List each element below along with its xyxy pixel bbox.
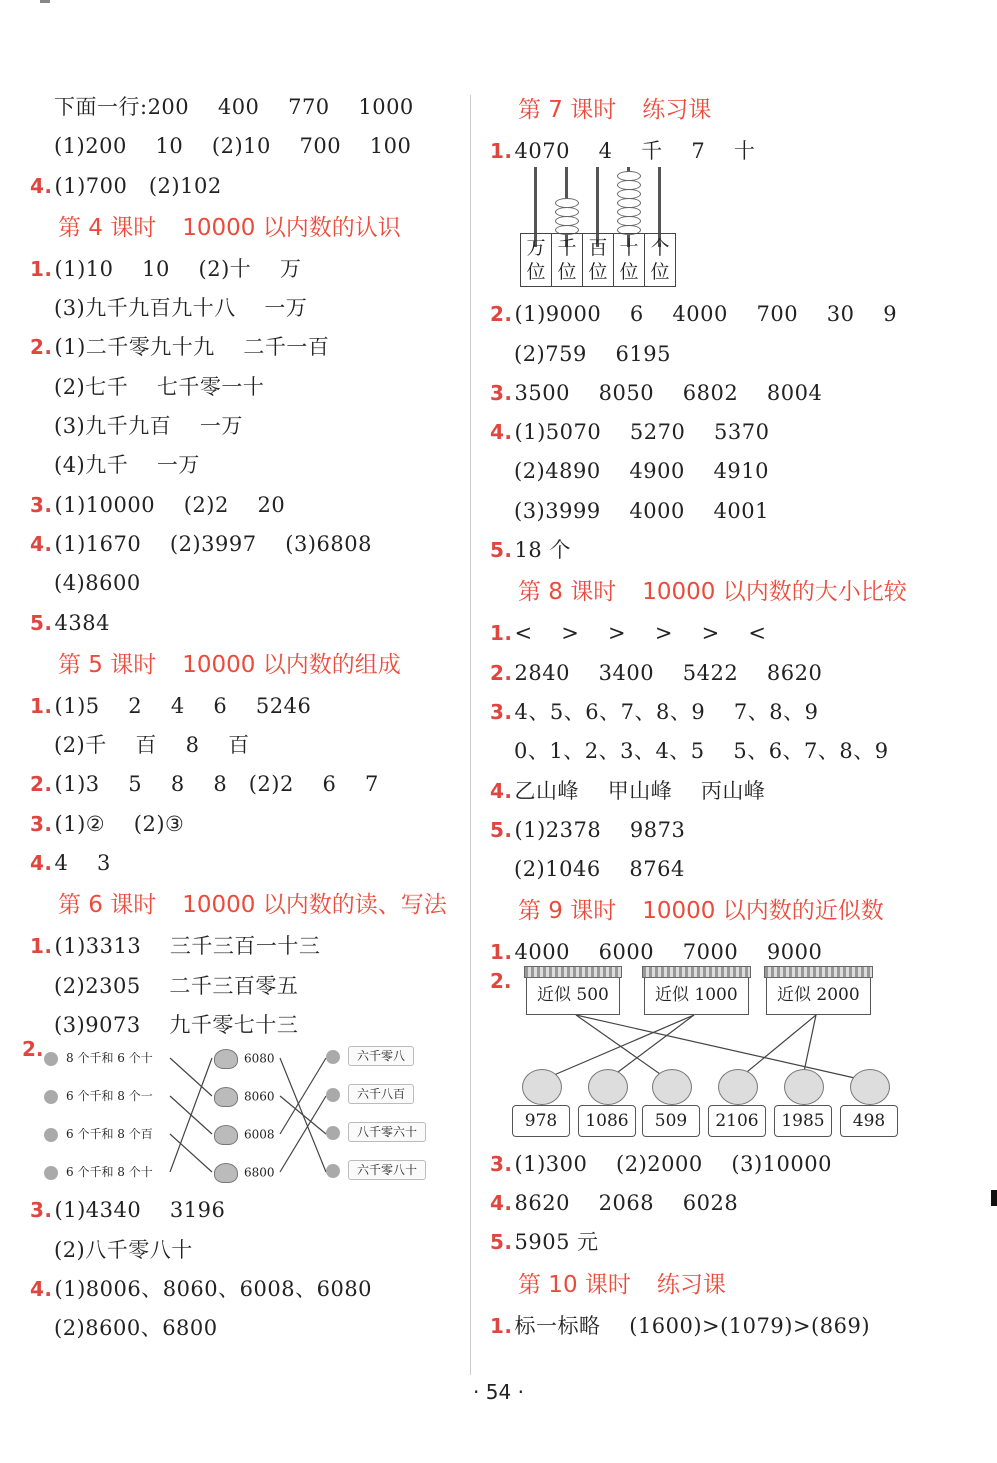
question-number: 5. (490, 1230, 513, 1255)
match-mid-item (214, 1163, 275, 1183)
lesson-title: 10000 以内数的大小比较 (642, 579, 907, 606)
match-right-label: 六千零八 (348, 1046, 414, 1066)
answer-text: 4 3 (54, 851, 111, 876)
lesson-title: 练习课 (656, 1271, 726, 1298)
answer-text: (1)2378 9873 (514, 817, 686, 842)
question-number: 2. (490, 660, 513, 685)
answer-text: (1)300 (2)2000 (3)10000 (514, 1151, 832, 1176)
answer-line (30, 927, 450, 966)
bird-icon (784, 1069, 824, 1105)
answer-text: (2)4890 4900 4910 (514, 459, 769, 484)
abacus-bead (617, 180, 641, 190)
question-number: 2. (30, 772, 53, 797)
answer-text: (1)3 5 8 8 (2)2 6 7 (54, 772, 379, 797)
question-number: 4. (30, 531, 53, 556)
answer-text: (4)九千 一万 (54, 453, 200, 478)
page-number: · 54 · (473, 1380, 524, 1404)
answer-text: (1)200 10 (2)10 700 100 (54, 134, 412, 159)
question-number: 2. (22, 1037, 44, 1062)
match-mid-item (214, 1125, 275, 1145)
lesson-heading (30, 206, 450, 250)
house-label: 近似 500 (537, 984, 609, 1005)
match-left-label: 6 个千和 8 个百 (66, 1127, 153, 1142)
answer-line (490, 1145, 960, 1184)
house-card (644, 975, 749, 1015)
lesson-heading (490, 1263, 960, 1307)
answer-line (490, 374, 960, 413)
bird-icon (652, 1069, 692, 1105)
match-line (170, 1058, 212, 1172)
number-card: 1086 (578, 1105, 636, 1137)
house-roof (524, 966, 622, 978)
answer-text: 4384 (54, 610, 110, 635)
question-number: 4. (490, 1191, 513, 1216)
answer-line (490, 811, 960, 850)
answer-line (30, 564, 450, 603)
match-left-label: 8 个千和 6 个十 (66, 1051, 153, 1066)
answer-line (490, 492, 960, 531)
flower-icon (44, 1052, 58, 1066)
lesson-number: 第 7 课时 (518, 97, 617, 123)
answer-text: 4000 6000 7000 9000 (514, 940, 823, 965)
answer-text: (1)4340 3196 (54, 1198, 226, 1223)
lesson-number: 第 5 课时 (58, 651, 157, 678)
abacus-bead (617, 189, 641, 199)
flower-icon (326, 1050, 340, 1064)
answer-line (30, 446, 450, 485)
answer-text: (1)5 2 4 6 5246 (54, 693, 312, 718)
house-roof (764, 966, 873, 978)
lesson-number: 第 8 课时 (518, 579, 617, 606)
flower-icon (44, 1090, 58, 1104)
abacus-bead (617, 207, 641, 217)
lesson-title: 10000 以内数的组成 (182, 651, 401, 678)
answer-line (490, 1184, 960, 1223)
flower-icon (44, 1166, 58, 1180)
answer-line (30, 726, 450, 765)
answer-line (30, 525, 450, 564)
bird-icon (718, 1069, 758, 1105)
answer-line (30, 250, 450, 289)
answer-line (30, 127, 450, 166)
lesson-number: 第 9 课时 (518, 898, 617, 925)
match-line (280, 1096, 326, 1134)
answer-text: (2)千 百 8 百 (54, 733, 250, 758)
answer-line (30, 88, 450, 127)
match-right-item (326, 1123, 426, 1140)
abacus-bead (617, 198, 641, 208)
answer-line (30, 328, 450, 367)
answer-text: (2)八千零八十 (54, 1237, 193, 1262)
lesson-heading (30, 883, 450, 927)
match-mid-label: 6800 (244, 1165, 275, 1180)
answer-line (30, 967, 450, 1006)
question-number: 3. (30, 492, 53, 517)
pot-icon (214, 1125, 238, 1145)
flower-icon (326, 1126, 340, 1140)
approx-line (576, 1015, 670, 1081)
answer-text: 8620 2068 6028 (514, 1191, 739, 1216)
answer-line (30, 1231, 450, 1270)
bird-icon (522, 1069, 562, 1105)
approximation-figure (490, 969, 960, 1145)
question-number: 1. (30, 693, 53, 718)
question-number: 4. (490, 778, 513, 803)
answer-line (490, 295, 960, 334)
match-right-item (326, 1085, 414, 1102)
answer-line (30, 1270, 450, 1309)
question-number: 3. (490, 380, 513, 405)
abacus-place-label: 千位 (552, 234, 583, 286)
match-right-item (326, 1047, 414, 1064)
answer-text: (2)2305 二千三百零五 (54, 973, 299, 998)
answer-line (30, 844, 450, 883)
answer-text: (1)二千零九十九 二千一百 (54, 335, 330, 360)
question-number: 2. (490, 302, 513, 327)
answer-text: (3)9073 九千零七十三 (54, 1012, 299, 1037)
house-roof (642, 966, 751, 978)
match-left-item (44, 1125, 153, 1142)
answer-line (490, 654, 960, 693)
question-number: 1. (490, 139, 513, 163)
match-right-label: 六千八百 (348, 1084, 414, 1104)
answer-text: (2)8600、6800 (54, 1316, 218, 1341)
answer-text: 18 个 (514, 538, 571, 563)
number-card: 509 (642, 1105, 700, 1137)
answer-text: (3)九千九百九十八 一万 (54, 296, 308, 321)
answer-line (30, 1191, 450, 1230)
question-number: 1. (490, 621, 513, 646)
question-number: 4. (30, 851, 53, 876)
answer-text: (1)10000 (2)2 20 (54, 492, 286, 517)
lesson-heading (490, 889, 960, 933)
answer-text: 5905 元 (514, 1230, 599, 1255)
house-label: 近似 1000 (655, 984, 738, 1005)
lesson-title: 10000 以内数的读、写法 (182, 892, 447, 919)
answer-line (30, 1309, 450, 1348)
answer-line (30, 167, 450, 206)
answer-text: (2)七千 七千零一十 (54, 374, 265, 399)
answer-line (30, 407, 450, 446)
answer-text: (4)8600 (54, 571, 141, 596)
match-right-item (326, 1161, 426, 1178)
top-edge-mark (40, 0, 50, 3)
answer-text: 0、1、2、3、4、5 5、6、7、8、9 (514, 739, 889, 764)
question-number: 3. (30, 1198, 53, 1223)
answer-line (490, 1223, 960, 1262)
question-number: 2. (490, 968, 512, 993)
match-left-item (44, 1049, 153, 1066)
abacus-bead (555, 207, 579, 217)
answer-line (30, 687, 450, 726)
abacus-figure (520, 167, 960, 295)
answer-line (490, 335, 960, 374)
answer-text: 乙山峰 甲山峰 丙山峰 (514, 778, 766, 803)
answer-line (30, 289, 450, 328)
question-number: 5. (490, 538, 513, 563)
answer-text: (1)700 (2)102 (54, 173, 222, 198)
lesson-title: 10000 以内数的近似数 (642, 898, 884, 925)
flower-icon (326, 1164, 340, 1178)
pot-icon (214, 1049, 238, 1069)
left-column (22, 88, 450, 1348)
match-mid-label: 6080 (244, 1051, 275, 1066)
abacus-bead (555, 198, 579, 208)
match-line (280, 1058, 326, 1134)
abacus-bead (555, 216, 579, 226)
abacus-bead (617, 216, 641, 226)
question-number: 1. (30, 934, 53, 959)
answer-text: 2840 3400 5422 8620 (514, 660, 823, 685)
match-left-label: 6 个千和 8 个一 (66, 1089, 153, 1104)
house-card (526, 975, 620, 1015)
lesson-heading (30, 643, 450, 687)
answer-text: (1)9000 6 4000 700 30 9 (514, 302, 898, 327)
answer-text: (1)1670 (2)3997 (3)6808 (54, 531, 372, 556)
answer-line (30, 604, 450, 643)
answer-text: (1)3313 三千三百一十三 (54, 934, 321, 959)
lesson-number: 第 4 课时 (58, 214, 157, 241)
lesson-title: 10000 以内数的认识 (182, 214, 401, 241)
answer-line (490, 452, 960, 491)
match-mid-label: 6008 (244, 1127, 275, 1142)
flower-icon (326, 1088, 340, 1102)
number-card: 978 (512, 1105, 570, 1137)
question-number: 2. (30, 335, 53, 360)
abacus-place-label: 个位 (650, 237, 670, 284)
answer-text: (1)5070 5270 5370 (514, 420, 770, 445)
answer-text: (2)1046 8764 (514, 857, 685, 882)
bird-icon (588, 1069, 628, 1105)
answer-line (30, 486, 450, 525)
flower-icon (44, 1128, 58, 1142)
answer-text: (3)3999 4000 4001 (514, 498, 769, 523)
answer-text: 3500 8050 6802 8004 (514, 380, 823, 405)
pot-icon (214, 1163, 238, 1183)
answer-line (490, 1307, 960, 1346)
answer-text: (1)② (2)③ (54, 811, 185, 836)
match-line (170, 1058, 212, 1096)
edge-mark (991, 1190, 997, 1206)
question-number: 4. (490, 420, 513, 445)
match-left-item (44, 1087, 153, 1104)
match-line (170, 1134, 212, 1172)
question-number: 3. (30, 811, 53, 836)
lesson-title: 练习课 (642, 97, 712, 123)
match-mid-label: 8060 (244, 1089, 275, 1104)
question-number: 3. (490, 1151, 513, 1176)
match-right-label: 六千零八十 (348, 1160, 426, 1180)
lesson-number: 第 10 课时 (518, 1271, 631, 1298)
answer-text: 标一标略 (1600)>(1079)>(869) (514, 1313, 871, 1338)
number-card: 498 (840, 1105, 898, 1137)
lesson-heading (490, 88, 960, 132)
match-mid-item (214, 1049, 275, 1069)
abacus-place-label: 十位 (614, 234, 645, 286)
answer-line (490, 772, 960, 811)
pot-icon (214, 1087, 238, 1107)
answer-line (490, 531, 960, 570)
question-number: 5. (30, 610, 53, 635)
right-column (490, 88, 960, 1346)
answer-line (30, 765, 450, 804)
question-number: 1. (490, 1313, 513, 1338)
match-mid-item (214, 1087, 275, 1107)
answer-line (490, 732, 960, 771)
answer-text: < > > > > < (514, 621, 767, 646)
column-divider (470, 95, 471, 1375)
abacus-bead (617, 171, 641, 181)
answer-text: (2)759 6195 (514, 341, 671, 366)
match-right-label: 八千零六十 (348, 1122, 426, 1142)
number-card: 2106 (708, 1105, 766, 1137)
page-number-value: 54 (485, 1380, 512, 1404)
question-number: 3. (490, 699, 513, 724)
answer-line (490, 132, 960, 171)
question-number: 1. (490, 940, 513, 965)
lesson-heading (490, 570, 960, 614)
answer-line (30, 368, 450, 407)
house-card (766, 975, 871, 1015)
answer-text: (1)8006、8060、6008、6080 (54, 1276, 373, 1301)
answer-text: (3)九千九百 一万 (54, 414, 243, 439)
bird-icon (850, 1069, 890, 1105)
number-card: 1985 (774, 1105, 832, 1137)
answer-text: (1)10 10 (2)十 万 (54, 256, 302, 281)
match-line (280, 1096, 326, 1172)
answer-line (490, 693, 960, 732)
answer-line (490, 850, 960, 889)
answer-line (490, 413, 960, 452)
answer-line (30, 805, 450, 844)
answer-text: 4、5、6、7、8、9 7、8、9 (514, 699, 819, 724)
house-label: 近似 2000 (777, 984, 860, 1005)
match-left-label: 6 个千和 8 个十 (66, 1165, 153, 1180)
question-number: 4. (30, 173, 53, 198)
lesson-number: 第 6 课时 (58, 892, 157, 919)
matching-figure (22, 1037, 450, 1191)
question-number: 4. (30, 1276, 53, 1301)
answer-line (490, 614, 960, 653)
abacus-place-label: 百位 (583, 234, 614, 286)
question-number: 1. (30, 256, 53, 281)
abacus-place-label: 万位 (521, 234, 552, 286)
answer-line (30, 1006, 450, 1045)
answer-text: 4070 4 千 7 十 (514, 139, 756, 163)
abacus-place-table (520, 233, 676, 287)
answer-text: 下面一行:200 400 770 1000 (54, 95, 414, 119)
question-number: 5. (490, 817, 513, 842)
match-left-item (44, 1163, 153, 1180)
